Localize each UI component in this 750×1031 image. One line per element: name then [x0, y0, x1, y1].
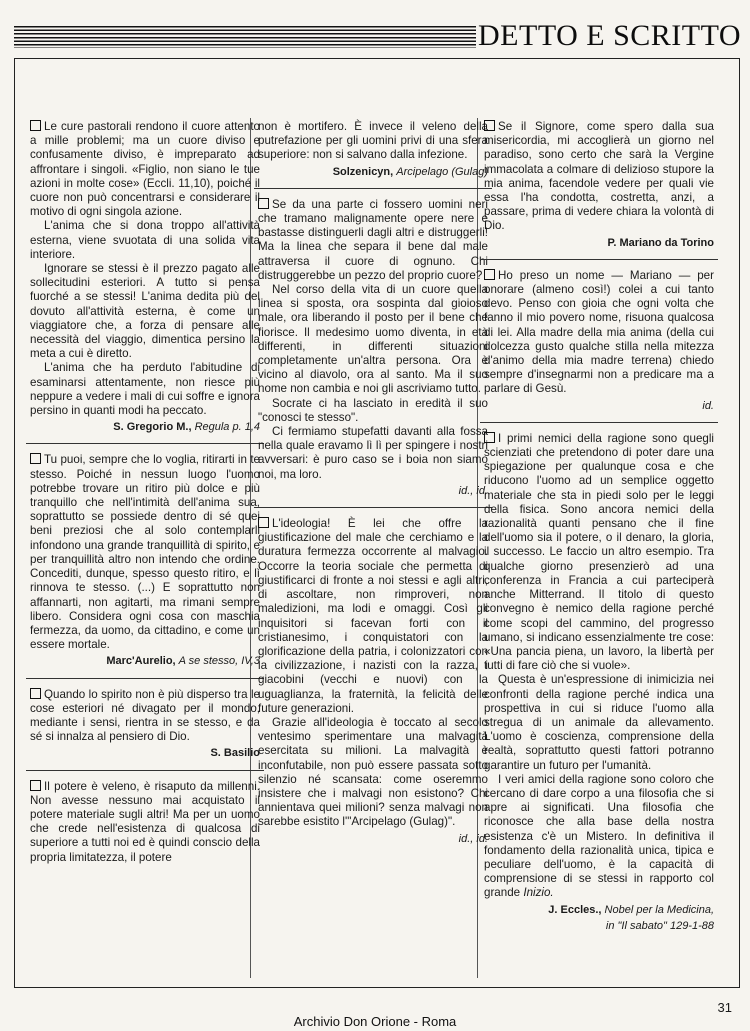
- quote-attribution: [258, 832, 488, 846]
- quote-text: Ci fermiamo stupefatti davanti alla fossa nella quale eravamo lì lì per spingere i nostri avversari: è puro caso se i boia non siamo noi, ma loro.: [258, 425, 488, 481]
- quote-attribution: [30, 746, 260, 760]
- quote-text: non è mortifero. È invece il veleno della putrefazione per gli uomini privi di una sfera superiore: non si salvano dalla infezione.: [258, 120, 488, 162]
- quote-attribution: [30, 420, 260, 434]
- quote-text: Ho preso un nome — Mariano — per onorare (almeno così!) colei a cui tanto devo. Penso con gioia che ogni volta che fanno il mio povero nome, risuona qualcosa di lei. Alla madre della mia anima (della cui dolcezza gusto qualche stilla nella mitezza d'animo della mia madre terrena) chiedo sempre d'insegnarmi non a predicare ma a parlare di Gesù.: [484, 268, 714, 396]
- quote-mariano-1: [484, 120, 714, 250]
- quote-text: Se il Signore, come spero dalla sua misericordia, mi accoglierà un giorno nel paradiso, sono certo che sarà la Vergine immacolata a colmare di delizioso stupore la mia anima, facendole vedere per quali vie essa l'ha condotta, costretta, anzi, a passare, prima di vedere chiara la volontà di Dio.: [484, 120, 714, 233]
- quote-attribution: [258, 165, 488, 179]
- quote-text: Socrate ci ha lasciato in eredità il suo "conosci te stesso".: [258, 396, 488, 424]
- checkbox-bullet-icon: [30, 780, 41, 791]
- quote-mariano-2: [484, 269, 714, 413]
- quote-separator: [26, 770, 264, 771]
- quote-solzenicyn-cont: [258, 120, 488, 179]
- quote-separator: [480, 422, 718, 423]
- quote-text: Quando lo spirito non è più disperso tra le cose esteriori né divagato per il mondo, mediante i sensi, rientra in se stesso, e da sé si innalza al pensiero di Dio.: [30, 687, 260, 744]
- quote-text: Il potere è veleno, è risaputo da millenni. Non avesse nessuno mai acquistato il potere materiale sugli altri! Ma per un uomo che crede nell'esistenza di qualcosa di superiore a tutti noi ed è quindi conscio della propria limitatezza, il potere: [30, 779, 260, 864]
- source: Nobel per la Medicina,: [604, 903, 714, 916]
- quote-marcaurelio: [30, 453, 260, 668]
- checkbox-bullet-icon: [30, 120, 41, 131]
- quote-separator: [26, 443, 264, 444]
- author: J. Eccles.,: [548, 903, 602, 916]
- checkbox-bullet-icon: [484, 120, 495, 131]
- quote-text: Questa è un'espressione di inimicizia nei confronti della ragione perché indica una prospettiva in cui si riduce l'uomo alla stregua di un animale da allevamento. L'uomo è coscienza, comprensione della realtà, soprattutto questi fattori potranno garantire un futuro per l'umanità.: [484, 673, 714, 772]
- quote-text: Le cure pastorali rendono il cuore attento a mille problemi; ma un cuore diviso e confusamente diviso, è impreparato ad affrontare i singoli. «Figlio, non siano le tue azioni in molte cose» (Eccli. 11,10), poiché il cuore non può concentrarsi e considerare il motivo di ogni singola azione.: [30, 120, 260, 219]
- quote-linea: [258, 198, 488, 498]
- column-3: [484, 120, 714, 933]
- source: id.: [702, 399, 714, 412]
- quote-separator: [480, 259, 718, 260]
- column-1: [30, 120, 260, 865]
- quote-ideologia: [258, 517, 488, 846]
- page-number: 31: [717, 1000, 732, 1015]
- quote-eccles: [484, 432, 714, 933]
- author: S. Basilio: [210, 747, 260, 760]
- quote-text: L'anima che si dona troppo all'attività esterna, viene svuotata di una solida vita interiore.: [30, 219, 260, 261]
- quote-solzenicyn-start: [30, 780, 260, 865]
- author: S. Gregorio M.,: [113, 421, 192, 434]
- quote-text: Se da una parte ci fossero uomini neri che tramano malignamente opere nere e bastasse distinguerli dagli altri e distruggerli! Ma la linea che separa il bene dal male attraversa il cuore di ognuno. Chi distruggerebbe un pezzo del proprio cuore?: [258, 197, 488, 282]
- quote-attribution: [484, 399, 714, 413]
- source: Arcipelago (Gulag): [396, 165, 488, 178]
- quote-text: Ignorare se stessi è il prezzo pagato alle sollecitudini esteriori. A tutto si pensa fuorché a se stessi! L'anima dedita più del dovuto all'attività esterna, è come un viaggiatore che, a forza di pensare alle necessità del viaggio, dimentica persino la meta a cui è diretto.: [30, 262, 260, 361]
- quote-text-emphasis: Inizio.: [523, 886, 554, 900]
- author: Solzenicyn,: [332, 165, 394, 178]
- archive-footer: Archivio Don Orione - Roma: [293, 1014, 457, 1029]
- quote-basilio: [30, 688, 260, 761]
- quote-attribution: [258, 484, 488, 498]
- section-title: DETTO E SCRITTO: [478, 19, 742, 52]
- checkbox-bullet-icon: [258, 198, 269, 209]
- quote-attribution: [30, 654, 260, 668]
- author: Marc'Aurelio,: [106, 655, 176, 668]
- checkbox-bullet-icon: [484, 432, 495, 443]
- quote-text: [484, 773, 714, 901]
- quote-text: Grazie all'ideologia è toccato al secolo ventesimo sperimentare una malvagità esercitata su milioni. La malvagità è inconfutabile, non può essere passata sotto silenzio né scansata: come oseremmo insistere che i malvagi non esistono? Chi annientava quei milioni? senza malvagi non sarebbe esistito l'"Arcipelago (Gulag)".: [258, 715, 488, 829]
- quote-text: Nel corso della vita di un cuore quella linea si sposta, ora sospinta dal gioioso male, ora liberando il posto per il bene che fiorisce. Il medesimo uomo diventa, in età differenti, in differenti situazioni completamente un'altra persona. Ora è vicino al diavolo, ora al santo. Ma il suo nome non cambia e noi gli ascriviamo tutto.: [258, 283, 488, 396]
- quote-separator: [26, 678, 264, 679]
- checkbox-bullet-icon: [258, 517, 269, 528]
- quote-text-body: I veri amici della ragione sono coloro che cercano di dare corpo a una filosofia che si apre ai significati. Una filosofia che riconosce che alla base della nostra esistenza c'è un Mistero. In definitiva il fondamento della razionalità unica, tipica e peculiare dell'uomo, è la capacità di comprensione di se stessi in rapporto col grande: [484, 772, 714, 900]
- quote-text: L'ideologia! È lei che offre la giustificazione del male che cerchiamo e la duratura fermezza occorrente al malvagio. Occorre la teoria sociale che permetta di giustificarci di fronte a noi stessi e agli altri, di ascoltare, non rimproveri, non maledizioni, ma lodi e omaggi. Così gli inquisitori si facevan forti con il cristianesimo, i conquistatori con la glorificazione della patria, i colonizzatori con la civilizzazione, i nazisti con la razza, i giacobini (vecchi e nuovi) con la uguaglianza, la fraternità, la felicità delle future generazioni.: [258, 517, 488, 715]
- quote-publication: in "Il sabato" 129-1-88: [605, 919, 714, 932]
- source: Regula p. 1,4: [194, 421, 260, 434]
- quote-attribution: [484, 903, 714, 917]
- quote-text: Tu puoi, sempre che lo voglia, ritirarti in te stesso. Poiché in nessun luogo l'uomo potrebbe trovare un ritiro più dolce e più tranquillo che nell'intimità dell'anima sua, soprattutto se possiede dentro di sé quei beni preziosi che al solo contemplarli infondono una grande tranquillità di spirito, e per tranquillità altro non intendo che ordine. Concediti, dunque, spesso questo ritiro, e lì rinnova te stesso. (...) E soprattutto non affannarti, non agitarti, ma rimani sempre libero. Considera ogni cosa con maschia fermezza, da uomo, da cittadino, e come un essere mortale.: [30, 453, 260, 652]
- checkbox-bullet-icon: [30, 688, 41, 699]
- source: id., id.: [458, 832, 488, 845]
- quote-separator: [254, 507, 492, 508]
- column-2: [258, 120, 488, 846]
- checkbox-bullet-icon: [30, 453, 41, 464]
- checkbox-bullet-icon: [484, 269, 495, 280]
- quote-gregorio: [30, 120, 260, 434]
- source: id., id.: [458, 484, 488, 497]
- quote-text: L'anima che ha perduto l'abitudine di esaminarsi attentamente, non riesce più neppure a vedere i mali di cui soffre e ignora persino in quanti modi ha peccato.: [30, 361, 260, 418]
- header-rule-lines: [14, 26, 476, 48]
- quote-attribution: [484, 236, 714, 250]
- quote-text: I primi nemici della ragione sono quegli scienziati che pretendono di poter dare una spiegazione per qualunque cosa e che riducono l'uomo ad un semplice oggetto materiale che sta in piedi solo per le leggi della fisica. Sono ancora nemici della razionalità quanti pensano che il fine dell'uomo sia il potere, o il denaro, la gloria, il successo. Le faccio un altro esempio. Tra qualche giorno presenzierò ad una conferenza in Francia a cui parteciperà anche Mitterrand. Il titolo di questo convegno è nemico della ragione perché come scopi del cammino, del progresso umano, si indicano essenzialmente tre cose: «Una pancia piena, un lavoro, la libertà per tutti di fare ciò che si vuole».: [484, 431, 714, 673]
- quote-separator: [254, 188, 492, 189]
- author: P. Mariano da Torino: [607, 236, 714, 249]
- source: A se stesso, IV,3: [178, 655, 260, 668]
